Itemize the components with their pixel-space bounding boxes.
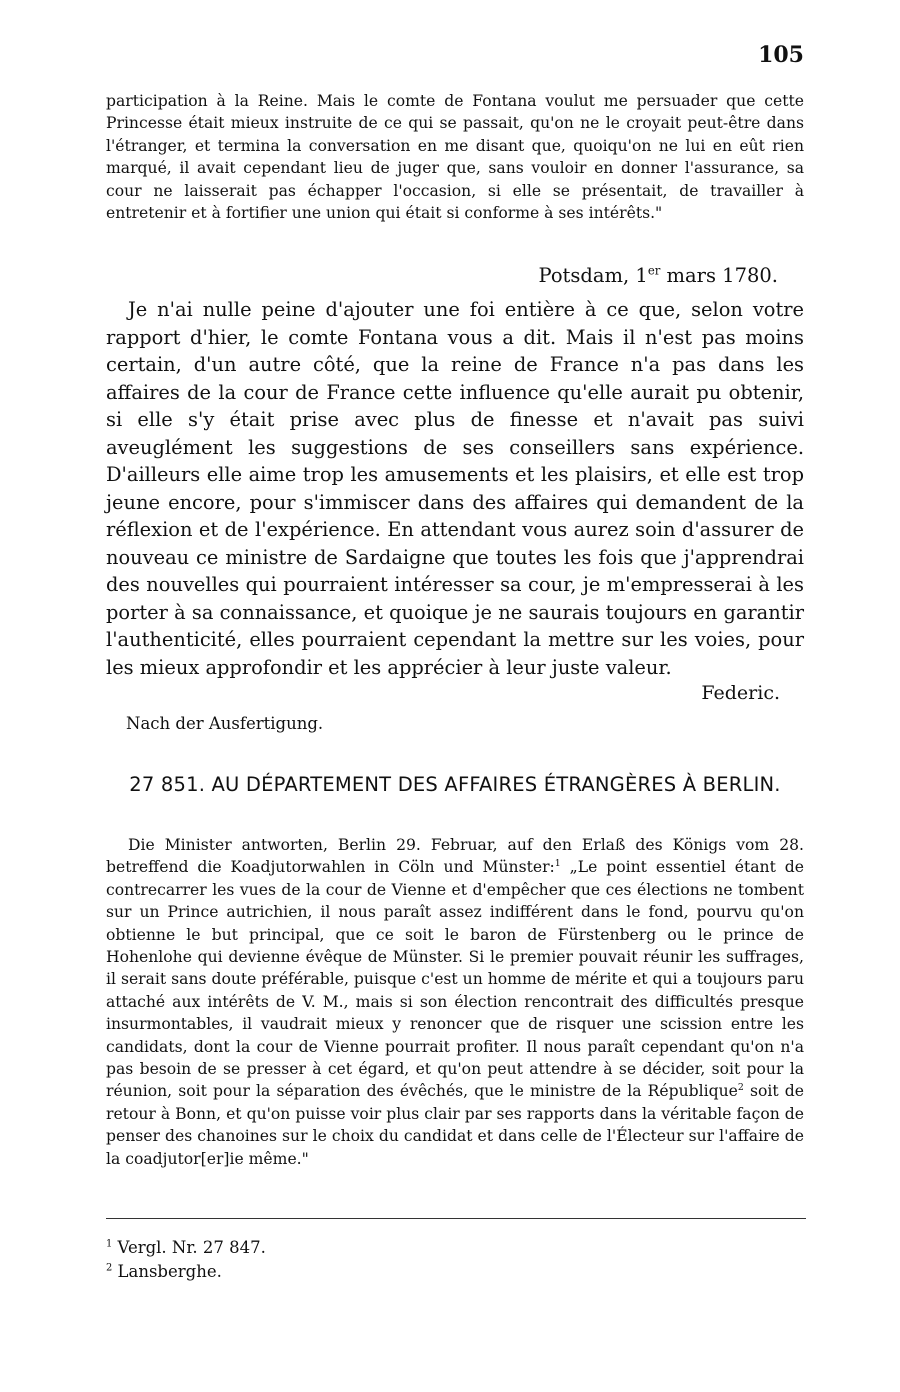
- place-date: [538, 264, 778, 287]
- footnote-item: [106, 1260, 266, 1284]
- footnote-divider: [106, 1218, 806, 1219]
- place-date-place: Potsdam, 1: [538, 264, 648, 287]
- place-date-rest: mars 1780.: [660, 264, 778, 287]
- footnotes: [106, 1236, 266, 1284]
- section-heading: 27 851. AU DÉPARTEMENT DES AFFAIRES ÉTRANGÈRES À BERLIN.: [129, 773, 781, 796]
- letter-body-text: Je n'ai nulle peine d'ajouter une foi entière à ce que, selon votre rapport d'hier, le comte Fontana vous a dit. Mais il n'est pas moins certain, d'un autre côté, que la reine de France n'a pas dans les affaires de la cour de France cette influence qu'elle aurait pu obtenir, si elle s'y était prise avec plus de finesse et n'avait pas suivi aveuglément les suggestions de ses conseillers sans expérience. D'ailleurs elle aime trop les amusements et les plaisirs, et elle est trop jeune encore, pour s'immiscer dans des affaires qui demandent de la réflexion et de l'expérience. En attendant vous aurez soin d'assurer de nouveau ce ministre de Sardaigne que toutes les fois que j'apprendrai des nouvelles qui pourraient intéresser sa cour, je m'empresserai à les porter à sa connaissance, et quoique je ne saurais toujours en garantir l'authenticité, elles pourraient cependant la mettre sur les voies, pour les mieux approfondir et les apprécier à leur juste valeur.: [106, 298, 804, 679]
- footnote-text: Vergl. Nr. 27 847.: [112, 1238, 266, 1257]
- letter-body: [106, 296, 804, 681]
- footnote-mark: 2: [106, 1262, 113, 1274]
- section-body-part-a: Die Minister antworten, Berlin 29. Februar, auf den Erlaß des Königs vom 28. betreffend die Koadjutorwahlen in Cöln und Münster:: [106, 836, 804, 877]
- footnote-mark: 1: [106, 1238, 113, 1250]
- section-body: [106, 834, 804, 1170]
- section-body-part-b: „Le point essentiel étant de contrecarrer les vues de la cour de Vienne et d'empêcher que ces élections ne tombent sur un Prince autrichien, il nous paraît assez indifférent dans le fond, pourvu qu'on obtienne le but principal, que ce soit le baron de Fürstenberg ou le prince de Hohenlohe qui devienne évêque de Münster. Si le premier pouvait réunir les suffrages, il serait sans doute préférable, puisque c'est un homme de mérite et qui a toujours paru attaché aux intérêts de V. M., mais si son élection rencontrait des difficultés presque insurmontables, il vaudrait mieux y renoncer que de risquer une scission entre les candidats, dont la cour de Vienne pourrait profiter. Il nous paraît cependant qu'on n'a pas besoin de se presser à cet égard, et qu'on peut attendre à se décider, soit pour la réunion, soit pour la séparation des évêchés, que le ministre de la République: [106, 858, 804, 1101]
- signature: Federic.: [701, 682, 780, 704]
- place-date-superscript: er: [647, 263, 661, 278]
- provenance-note: Nach der Ausfertigung.: [126, 714, 324, 733]
- section-body-part-c: soit de retour à Bonn, et qu'on puisse voir plus clair par ses rapports dans la véritable façon de penser des chanoines sur le choix du candidat et dans celle de l'Électeur sur l'affaire de la coadjutor[er]ie même.": [106, 1082, 804, 1168]
- top-paragraph: [106, 90, 804, 224]
- section-body-text: [106, 834, 804, 1170]
- page-number: 105: [758, 42, 804, 68]
- top-paragraph-text: participation à la Reine. Mais le comte de Fontana voulut me persuader que cette Princesse était mieux instruite de ce qui se passait, qu'on ne le croyait peut-être dans l'étranger, et termina la conversation en me disant que, quoiqu'on ne lui en eût rien marqué, il avait cependant lieu de juger que, sans vouloir en donner l'assurance, sa cour ne laisserait pas échapper l'occasion, si elle se présentait, de travailler à entretenir et à fortifier une union qui était si conforme à ses intérêts.": [106, 92, 804, 223]
- footnote-ref-1: 1: [554, 858, 561, 870]
- footnote-ref-2: 2: [737, 1082, 744, 1094]
- footnote-item: [106, 1236, 266, 1260]
- footnote-text: Lansberghe.: [112, 1262, 222, 1281]
